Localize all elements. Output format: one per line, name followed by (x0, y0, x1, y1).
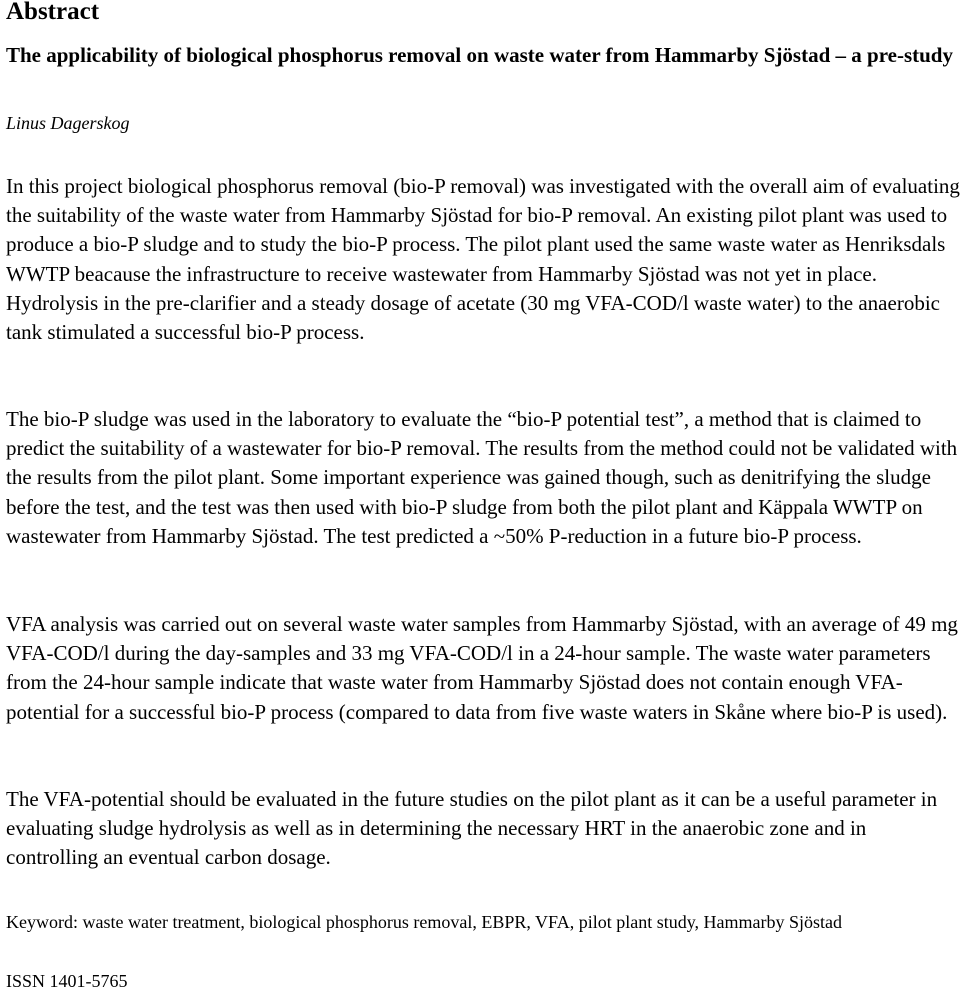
abstract-paragraph: The VFA-potential should be evaluated in the future studies on the pilot plant as it can be a useful parameter in evaluating sludge hydrolysis as well as in determining the necessary HRT in the anaerobic zone and in controlling an eventual carbon dosage. (6, 787, 938, 870)
abstract-paragraph: VFA analysis was carried out on several waste water samples from Hammarby Sjöstad, with an average of 49 mg VFA-COD/l during the day-samples and 33 mg VFA-COD/l in a 24-hour sample. The waste water parameters from the 24-hour sample indicate that waste water from Hammarby Sjöstad does not contain enough VFA-potential for a successful bio-P process (compared to data from five waste waters in Skåne where bio-P is used). (6, 612, 958, 724)
issn-number: ISSN 1401-5765 (6, 971, 128, 991)
author-name: Linus Dagerskog (6, 113, 130, 133)
document-title: The applicability of biological phosphorus removal on waste water from Hammarby Sjöstad – a pre-study (6, 43, 953, 67)
abstract-paragraph: In this project biological phosphorus removal (bio-P removal) was investigated with the overall aim of evaluating the suitability of the waste water from Hammarby Sjöstad for bio-P removal. An existing pilot plant was used to produce a bio-P sludge and to study the bio-P process. The pilot plant used the same waste water as Henriksdals WWTP beacause the infrastructure to receive wastewater from Hammarby Sjöstad was not yet in place. Hydrolysis in the pre-clarifier and a steady dosage of acetate (30 mg VFA-COD/l waste water) to the anaerobic tank stimulated a successful bio-P process. (6, 174, 960, 345)
abstract-paragraph: The bio-P sludge was used in the laboratory to evaluate the “bio-P potential test”, a method that is claimed to predict the suitability of a wastewater for bio-P removal. The results from the method could not be validated with the results from the pilot plant. Some important experience was gained though, such as denitrifying the sludge before the test, and the test was then used with bio-P sludge from both the pilot plant and Käppala WWTP on wastewater from Hammarby Sjöstad. The test predicted a ~50% P-reduction in a future bio-P process. (6, 407, 958, 548)
keywords-line: Keyword: waste water treatment, biological phosphorus removal, EBPR, VFA, pilot plant study, Hammarby Sjöstad (6, 912, 843, 932)
section-heading: Abstract (6, 0, 100, 25)
